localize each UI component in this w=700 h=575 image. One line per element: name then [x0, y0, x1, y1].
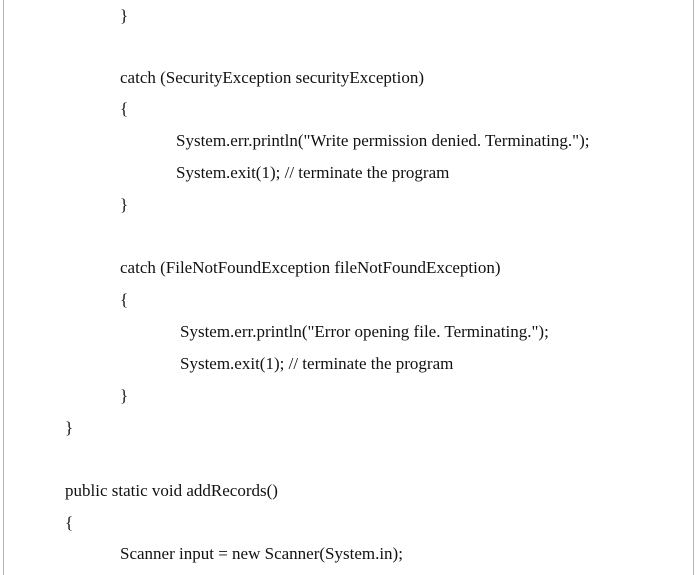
system-exit-line-1: System.exit(1); // terminate the program	[176, 163, 450, 182]
closing-brace-catch-security: }	[120, 195, 129, 214]
println-write-permission-line: System.err.println("Write permission denied. Terminating.");	[176, 131, 590, 150]
page-right-border	[693, 0, 694, 575]
closing-brace-try: }	[120, 6, 129, 25]
scanner-input-line: Scanner input = new Scanner(System.in);	[120, 544, 403, 563]
catch-file-not-found-line: catch (FileNotFoundException fileNotFoundException)	[120, 258, 501, 277]
println-error-opening-line: System.err.println("Error opening file. Terminating.");	[180, 322, 549, 341]
closing-brace-catch-file: }	[120, 386, 129, 405]
closing-brace-method: }	[65, 418, 74, 437]
page-left-border	[3, 0, 4, 575]
opening-brace-catch-security: {	[120, 99, 129, 118]
add-records-signature: public static void addRecords()	[65, 481, 278, 500]
opening-brace-catch-file: {	[120, 290, 129, 309]
catch-security-exception-line: catch (SecurityException securityException)	[120, 68, 424, 87]
opening-brace-add-records: {	[65, 513, 74, 532]
system-exit-line-2: System.exit(1); // terminate the program	[180, 354, 454, 373]
